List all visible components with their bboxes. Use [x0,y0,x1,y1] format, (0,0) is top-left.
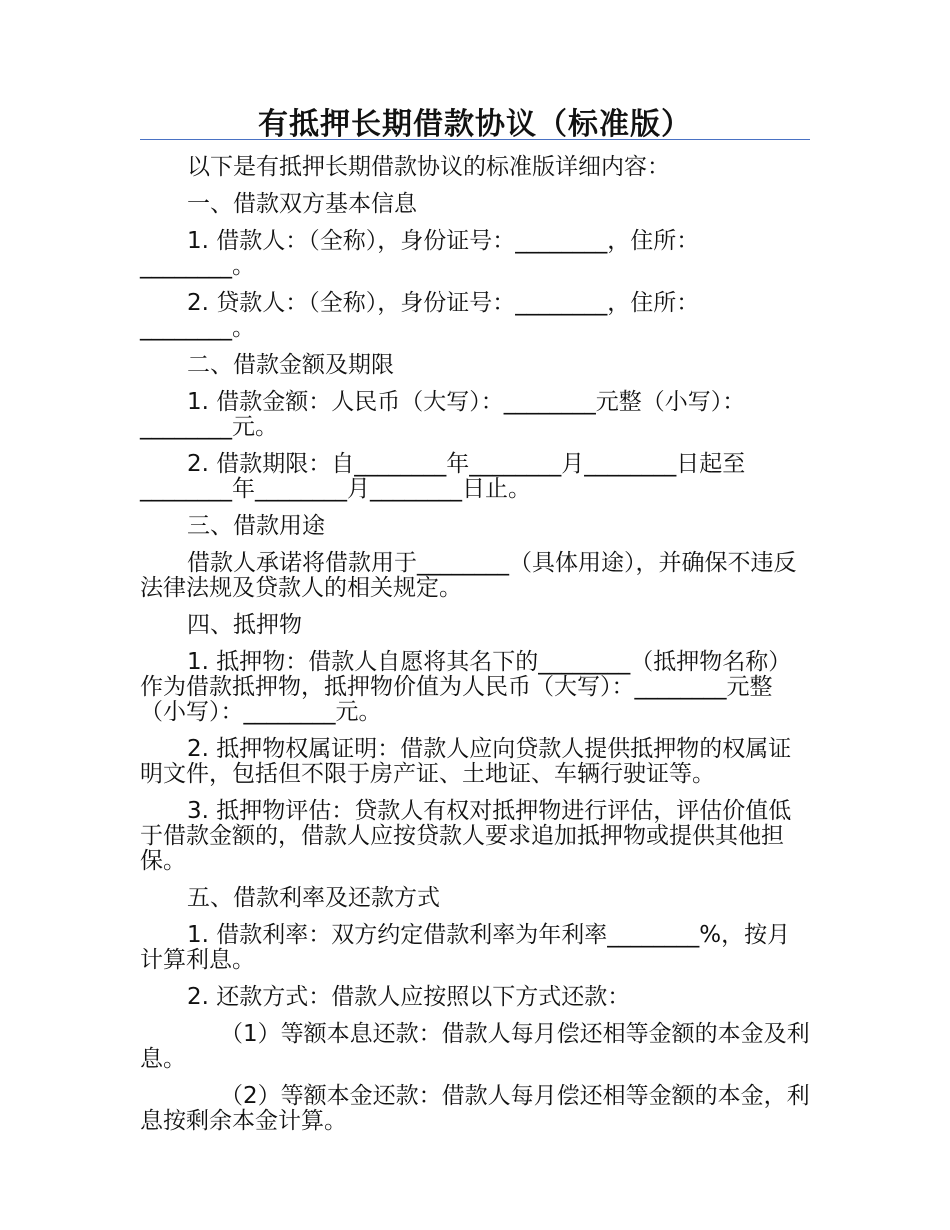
borrower-clause: 1. 借款人：（全称），身份证号：________，住所：________。 [140,228,700,279]
collateral-evaluation-clause: 3. 抵押物评估：贷款人有权对抵押物进行评估，评估价值低于借款金额的，借款人应按贷款人要求追加抵押物或提供其他担保。 [140,798,792,874]
repayment-method-clause: 2. 还款方式：借款人应按照以下方式还款： [187,984,631,1010]
collateral-ownership-clause: 2. 抵押物权属证明：借款人应向贷款人提供抵押物的权属证明文件，包括但不限于房产证、土地证、车辆行驶证等。 [140,736,792,787]
lender-clause: 2. 贷款人：（全称），身份证号：________，住所：________。 [140,290,700,341]
title-underline [140,139,810,140]
intro-paragraph: 以下是有抵押长期借款协议的标准版详细内容： [187,154,670,180]
repayment-option-2: （2）等额本金还款：借款人每月偿还相等金额的本金，利息按剩余本金计算。 [140,1083,810,1134]
collateral-clause: 1. 抵押物：借款人自愿将其名下的________（抵押物名称）作为借款抵押物，抵押物价值为人民币（大写）：________元整（小写）：________元。 [140,649,792,725]
section-heading-1: 一、借款双方基本信息 [187,191,417,217]
repayment-option-1: （1）等额本息还款：借款人每月偿还相等金额的本金及利息。 [140,1021,810,1072]
term-clause: 2. 借款期限：自________年________月________日起至________年________月________日止。 [140,451,746,502]
section-heading-5: 五、借款利率及还款方式 [187,885,440,911]
purpose-clause: 借款人承诺将借款用于________（具体用途），并确保不违反法律法规及贷款人的相关规定。 [140,550,797,601]
amount-clause: 1. 借款金额：人民币（大写）：________元整（小写）：________元。 [140,389,746,440]
document-body [140,155,810,1134]
section-heading-4: 四、抵押物 [187,612,302,638]
section-heading-2: 二、借款金额及期限 [187,352,394,378]
section-heading-3: 三、借款用途 [187,513,325,539]
document-title: 有抵押长期借款协议（标准版） [258,107,692,142]
interest-rate-clause: 1. 借款利率：双方约定借款利率为年利率________%，按月计算利息。 [140,922,791,973]
